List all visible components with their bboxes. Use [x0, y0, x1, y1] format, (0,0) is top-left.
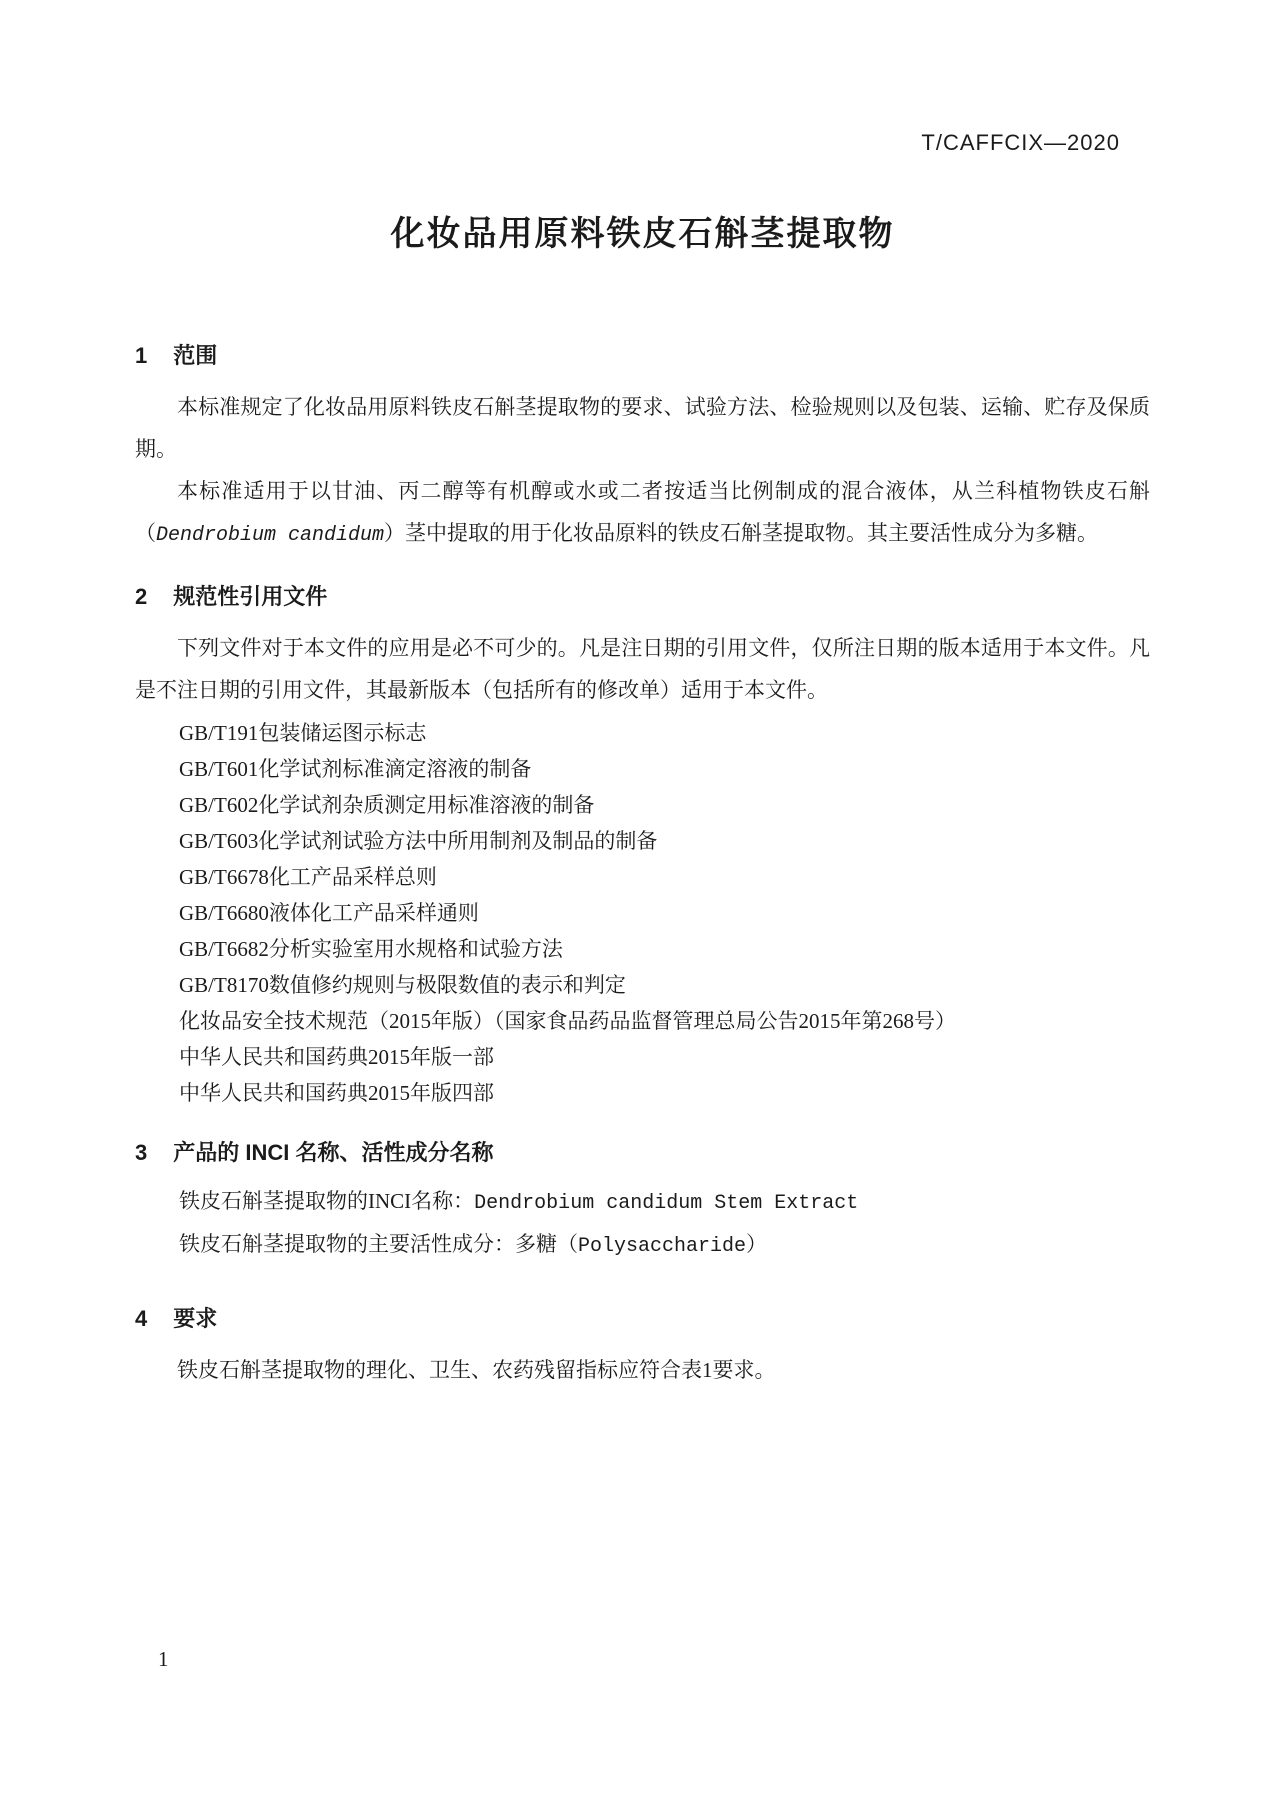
inci-name-value: Dendrobium candidum Stem Extract — [474, 1192, 859, 1215]
reference-item: GB/T8170数值修约规则与极限数值的表示和判定 — [179, 973, 626, 997]
section-2-title: 规范性引用文件 — [173, 584, 328, 609]
section-1-paragraph-1: 本标准规定了化妆品用原料铁皮石斛茎提取物的要求、试验方法、检验规则以及包装、运输、贮存及保质期。 — [135, 395, 1150, 461]
active-ingredient-value: Polysaccharide — [578, 1235, 747, 1258]
doc-code: T/CAFFCIX—2020 — [921, 130, 1120, 155]
page-number: 1 — [158, 1647, 169, 1671]
section-2-number: 2 — [135, 584, 148, 609]
active-ingredient-line — [135, 1224, 1150, 1267]
reference-item: 中华人民共和国药典2015年版四部 — [179, 1081, 494, 1105]
section-4-paragraph: 铁皮石斛茎提取物的理化、卫生、农药残留指标应符合表1要求。 — [177, 1358, 776, 1382]
section-2-intro: 下列文件对于本文件的应用是必不可少的。凡是注日期的引用文件，仅所注日期的版本适用于本文件。凡是不注日期的引用文件，其最新版本（包括所有的修改单）适用于本文件。 — [135, 636, 1150, 702]
section-4-title: 要求 — [173, 1306, 218, 1331]
reference-item: GB/T602化学试剂杂质测定用标准溶液的制备 — [179, 793, 595, 817]
reference-item: 中华人民共和国药典2015年版一部 — [179, 1045, 494, 1069]
reference-item: GB/T601化学试剂标准滴定溶液的制备 — [179, 757, 532, 781]
paragraph-text: ）茎中提取的用于化妆品原料的铁皮石斛茎提取物。其主要活性成分为多糖。 — [384, 521, 1099, 545]
page-title: 化妆品用原料铁皮石斛茎提取物 — [390, 215, 895, 253]
section-3-number: 3 — [135, 1140, 148, 1165]
section-3-heading — [135, 1137, 1150, 1169]
inci-name-line — [135, 1181, 1150, 1224]
reference-item: GB/T191包装储运图示标志 — [179, 721, 427, 745]
reference-item: GB/T6680液体化工产品采样通则 — [179, 901, 479, 925]
section-2-heading — [135, 581, 1150, 613]
reference-item: 化妆品安全技术规范（2015年版）（国家食品药品监督管理总局公告2015年第268号） — [179, 1009, 956, 1033]
reference-item: GB/T6678化工产品采样总则 — [179, 865, 437, 889]
active-ingredient-suffix: ） — [746, 1232, 768, 1256]
reference-item: GB/T603化学试剂试验方法中所用制剂及制品的制备 — [179, 829, 658, 853]
reference-item: GB/T6682分析实验室用水规格和试验方法 — [179, 937, 563, 961]
inci-name-label: 铁皮石斛茎提取物的INCI名称： — [179, 1189, 475, 1213]
section-1-paragraph-2 — [135, 470, 1150, 557]
latin-species-name: Dendrobium candidum — [156, 524, 385, 547]
section-3-title: 产品的 INCI 名称、活性成分名称 — [173, 1140, 494, 1165]
section-1-title: 范围 — [173, 343, 218, 368]
section-3-content — [135, 1181, 1150, 1267]
section-1-number: 1 — [135, 343, 148, 368]
section-4-heading — [135, 1303, 1150, 1335]
paragraph-text: 本标准适用于以甘油、丙二醇等有机醇或水或二者按适当比例制成的混合液体，从兰科植物铁皮石斛（ — [135, 479, 1150, 545]
section-1-heading — [135, 340, 1150, 372]
active-ingredient-label: 铁皮石斛茎提取物的主要活性成分：多糖（ — [179, 1232, 578, 1256]
section-4-number: 4 — [135, 1306, 148, 1331]
normative-references-list — [135, 715, 1150, 1111]
